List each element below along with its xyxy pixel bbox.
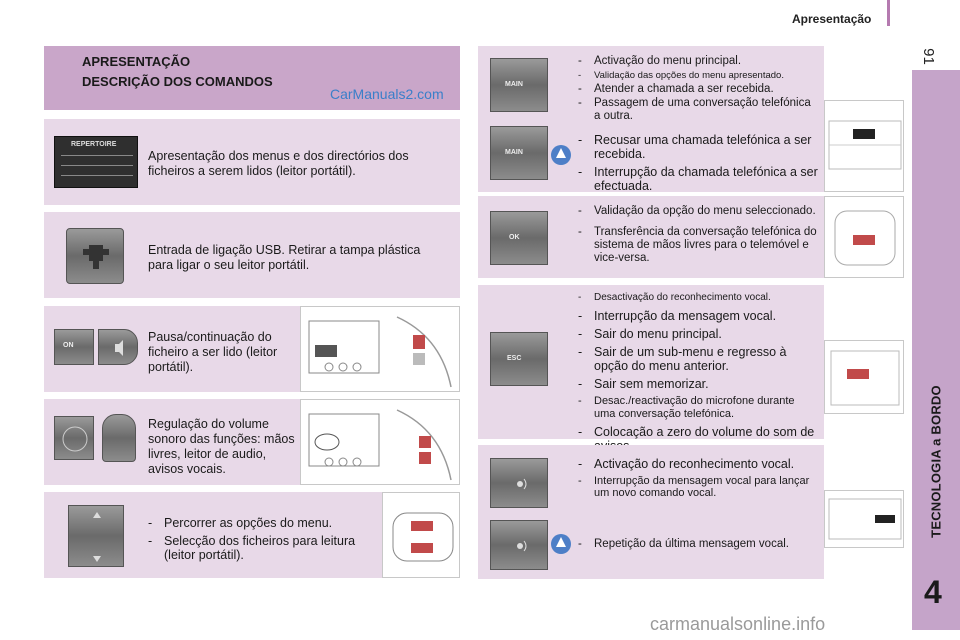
scroll-buttons-thumbnail [68, 505, 124, 567]
list-item: - Repetição da última mensagem vocal. [578, 537, 818, 551]
display-screen-thumbnail [54, 136, 138, 188]
row-reject-list [578, 133, 818, 197]
section-subtitle: DESCRIÇÃO DOS COMANDOS [82, 74, 273, 89]
row-volume-text: Regulação do volume sonoro das funções: mãos livres, leitor de audio, avisos vocais. [148, 417, 295, 476]
scroll-controls-figure [382, 492, 460, 578]
list-item: - Validação da opção do menu seleccionado. [578, 205, 818, 218]
chapter-label: TECNOLOGIA a BORDO [928, 385, 944, 538]
row-esc-list [578, 291, 818, 457]
esc-button-figure [824, 340, 904, 414]
volume-knob-thumbnail [54, 416, 94, 460]
volume-buttons-thumbnail [102, 414, 136, 462]
chapter-number: 4 [924, 574, 942, 610]
list-item: - Selecção dos ficheiros para leitura (leitor portátil). [148, 534, 374, 562]
row-main-list [578, 55, 818, 124]
list-item: - Atender a chamada a ser recebida. [578, 83, 818, 96]
row-voice-list [578, 457, 818, 503]
usb-plug-icon [67, 229, 125, 285]
esc-button-label: ESC [507, 355, 522, 362]
main-button-figure [824, 100, 904, 192]
list-item: - Transferência da conversação telefónica do sistema de mãos livres para o telemóvel e vice-versa. [578, 226, 818, 265]
up-down-arrows-icon [69, 506, 125, 568]
mute-button-thumbnail [98, 329, 138, 365]
ok-button-diagram [825, 197, 905, 279]
footer-watermark: carmanualsonline.info [650, 614, 826, 634]
list-item: - Interrupção da mensagem vocal para lançar um novo comando vocal. [578, 475, 818, 499]
voice-button-thumbnail-1 [490, 458, 548, 508]
esc-button-diagram [825, 341, 905, 415]
list-item: - Desactivação do reconhecimento vocal. [578, 291, 818, 305]
list-item: - Colocação a zero do volume do som de [578, 425, 818, 453]
row-display-text: Apresentação dos menus e dos directórios dos ficheiros a serem lidos (leitor portátil). [148, 149, 409, 178]
ok-button-label: OK [509, 234, 520, 241]
page-number: 91 [919, 48, 937, 65]
list-item: - Interrupção da mensagem vocal. [578, 309, 818, 323]
usb-port-thumbnail [66, 228, 124, 284]
steering-controls-figure [300, 306, 460, 392]
voice-icon [491, 459, 549, 509]
voice-button-figure [824, 490, 904, 548]
header-accent-bar [887, 0, 890, 26]
main-button-label: MAIN [505, 81, 523, 88]
list-item: - Passagem de uma conversação telefónica a outra. [578, 97, 818, 123]
main-button-diagram [825, 101, 905, 193]
volume-knob-icon [55, 417, 95, 461]
main-button-thumbnail-1 [490, 58, 548, 112]
display-screen-label: REPERTOIRE [71, 141, 117, 148]
steering-controls-diagram [301, 307, 461, 393]
list-item: - Desac./reactivação do microfone durante uma conversação telefónica. [578, 395, 818, 421]
row-scroll-list [148, 516, 374, 566]
scroll-controls-diagram [383, 493, 461, 579]
main-button-label: MAIN [505, 149, 523, 156]
voice-button-diagram [825, 491, 905, 549]
list-item: - Percorrer as opções do menu. [148, 516, 374, 530]
list-item: - Validação das opções do menu apresentado. [578, 69, 818, 82]
list-item: - Activação do reconhecimento vocal. [578, 457, 818, 471]
ok-button-thumbnail [490, 211, 548, 265]
volume-controls-diagram [301, 400, 461, 486]
list-item: - Recusar uma chamada telefónica a ser recebida. [578, 133, 818, 161]
row-pause-text: Pausa/continuação do ficheiro a ser lido (leitor portátil). [148, 330, 278, 374]
on-button-label: ON [63, 342, 74, 349]
list-item: - Interrupção da chamada telefónica a ser efectuada. [578, 165, 818, 193]
volume-controls-figure [300, 399, 460, 485]
main-button-thumbnail-2 [490, 126, 548, 180]
watermark-link[interactable]: CarManuals2.com [330, 86, 444, 102]
on-button-thumbnail [54, 329, 94, 365]
row-repeat-list [578, 537, 818, 555]
long-press-icon [550, 144, 572, 166]
voice-button-thumbnail-2 [490, 520, 548, 570]
row-usb-text: Entrada de ligação USB. Retirar a tampa plástica para ligar o seu leitor portátil. [148, 243, 421, 272]
esc-button-thumbnail [490, 332, 548, 386]
list-item: - Sair de um sub-menu e regresso à opção do menu anterior. [578, 345, 818, 373]
page-header-title: Apresentação [792, 12, 872, 26]
ok-button-figure [824, 196, 904, 278]
voice-icon [491, 521, 549, 571]
long-press-icon [550, 533, 572, 555]
speaker-icon [99, 330, 139, 366]
list-item: - Sair do menu principal. [578, 327, 818, 341]
row-ok-list [578, 205, 818, 266]
section-title: APRESENTAÇÃO [82, 54, 191, 69]
list-item: - Activação do menu principal. [578, 55, 818, 68]
list-item: - Sair sem memorizar. [578, 377, 818, 391]
